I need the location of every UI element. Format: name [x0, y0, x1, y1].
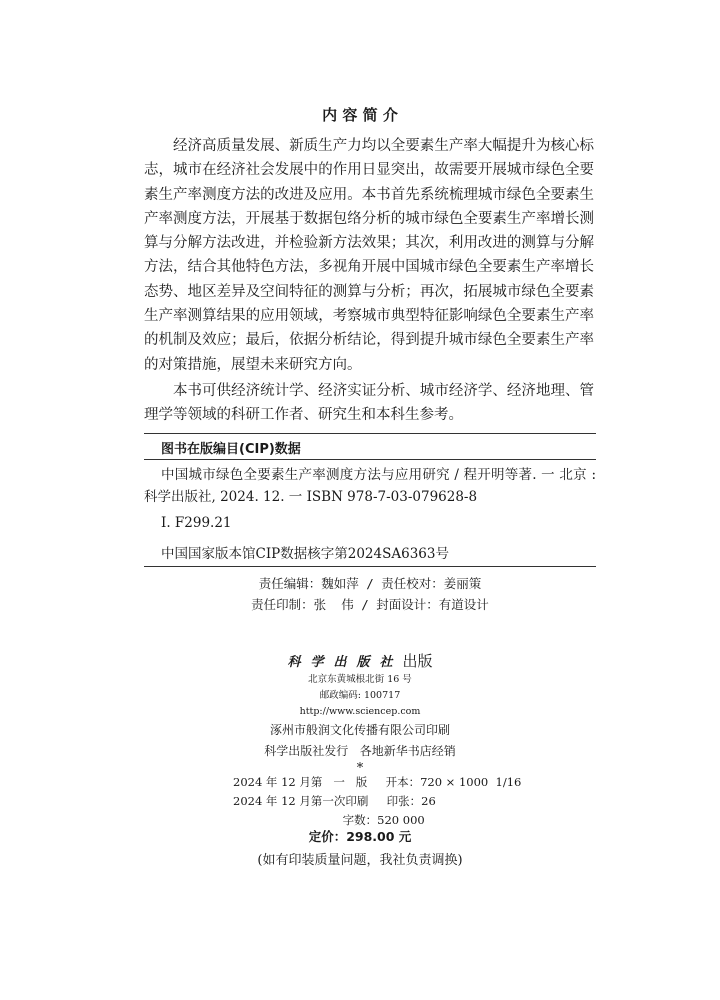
- quality-notice: (如有印装质量问题，我社负责调换): [257, 853, 463, 868]
- publisher-address: 北京东黄城根北街 16 号: [308, 674, 412, 685]
- editor-credits: [144, 573, 596, 615]
- editor-line: 责任印制：张 伟 / 封面设计：有道设计: [251, 597, 489, 612]
- edition-specs: [233, 773, 521, 830]
- separator-star: *: [356, 761, 364, 776]
- cip-reference: 中国城市绿色全要素生产率测度方法与应用研究 / 程开明等著. 一 北京 : 科学出版社, 2024. 12. 一 ISBN 978-7-03-079628-8: [144, 467, 596, 505]
- publisher-postcode: 邮政编码: 100717: [319, 690, 401, 701]
- summary-body: [144, 134, 594, 428]
- edition-line: 2024 年 12 月第 一 版 开本：720 × 1000 1/16: [233, 775, 522, 789]
- summary-paragraph: 本书可供经济统计学、经济实证分析、城市经济学、经济地理、管理学等领域的科研工作者、研究生和本科生参考。: [144, 382, 594, 424]
- price: 定价：298.00 元: [308, 829, 412, 844]
- word-count-line: 字数：520 000: [233, 813, 425, 827]
- printer-line: 涿州市般润文化传播有限公司印刷: [269, 723, 450, 737]
- editor-line: 责任编辑：魏如萍 / 责任校对：姜丽策: [258, 576, 482, 591]
- publisher-url: http://www.sciencep.com: [299, 706, 421, 717]
- cip-top-rule: [144, 433, 596, 434]
- cip-header-rule: [144, 459, 596, 460]
- publisher-suffix: 出版: [402, 652, 433, 670]
- cip-heading: 图书在版编目(CIP)数据: [161, 442, 301, 457]
- distribution-line: 科学出版社发行 各地新华书店经销: [264, 744, 456, 758]
- publisher-line: [0, 650, 720, 671]
- summary-title: 内 容 简 介: [322, 106, 398, 124]
- printing-line: 2024 年 12 月第一次印刷 印张：26: [233, 794, 436, 808]
- imprint-block: [0, 672, 720, 776]
- cip-record-number: 中国国家版本馆CIP数据核字第2024SA6363号: [161, 546, 449, 562]
- summary-paragraph: 经济高质量发展、新质生产力均以全要素生产率大幅提升为核心标志，城市在经济社会发展中的作用日显突出，故需要开展城市绿色全要素生产率测度方法的改进及应用。本书首先系统梳理城市绿色全要素生产率测度方法，开展基于数据包络分析的城市绿色全要素生产率增长测算与分解方法改进，并检验新方法效果；其次，利用改进的测算与分解方法，结合其他特色方法，多视角开展中国城市绿色全要素生产率增长态势、地区差异及空间特征的测算与分析；再次，拓展城市绿色全要素生产率测算结果的应用领域，考察城市典型特征影响绿色全要素生产率的机制及效应；最后，依据分析结论，得到提升城市绿色全要素生产率的对策措施，展望未来研究方向。: [144, 138, 594, 373]
- cip-classification: Ⅰ. F299.21: [161, 515, 232, 531]
- cip-bottom-rule: [144, 566, 596, 567]
- publisher-logo: 科学出版社: [287, 654, 403, 669]
